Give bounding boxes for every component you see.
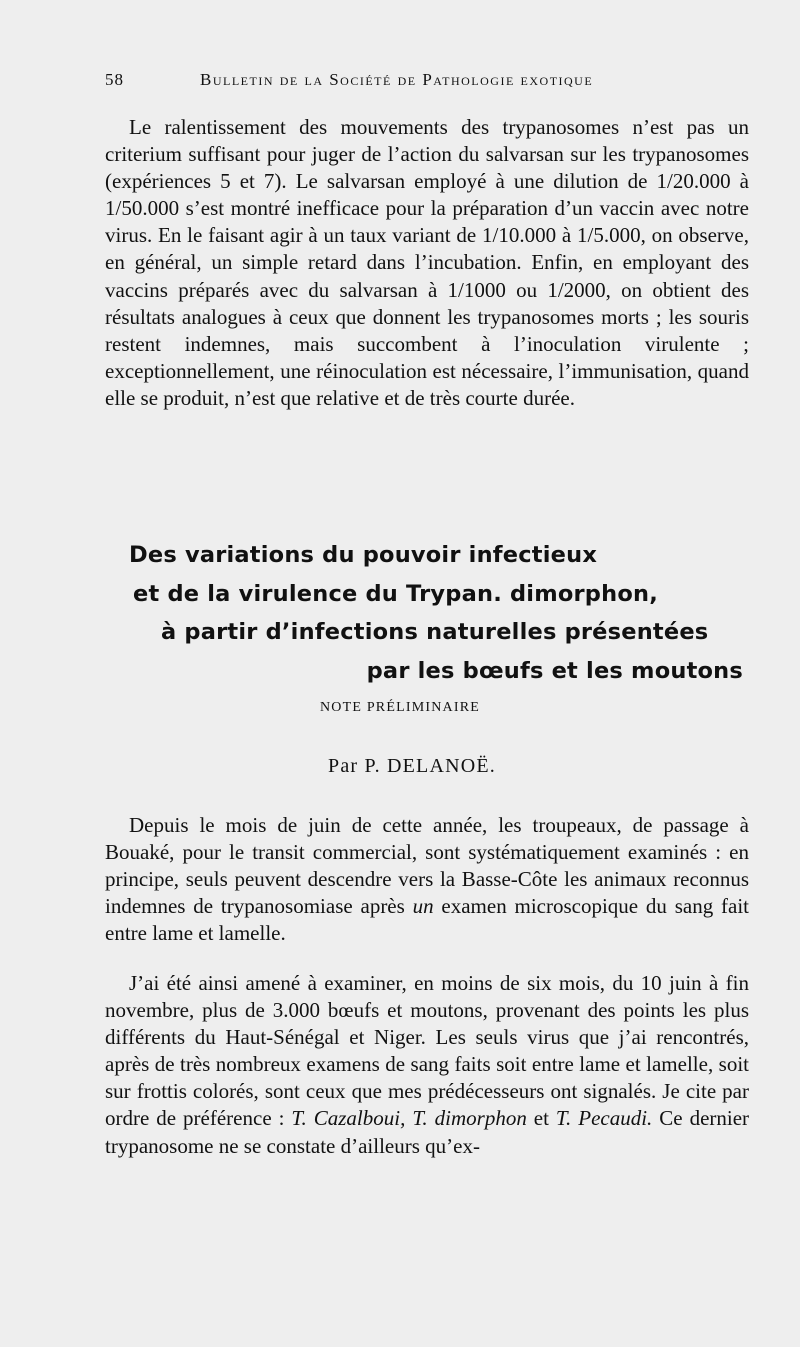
species-name: T. Pecaudi.	[555, 1106, 653, 1131]
body-paragraph-2	[105, 970, 749, 1160]
paragraph-text: Ce dernier trypanosome ne se constate d’ailleurs qu’ex-	[105, 1106, 750, 1158]
paragraph-text: J’ai été ainsi amené à examiner, en moins de six mois, du 10 juin à fin novembre, plus de 3.000 bœufs et moutons, provenant des points les plus différents du Haut-Sénégal et Niger. Les seuls virus que j’ai rencontrés, après de très nombreux examens de sang faits soit entre lame et lamelle, soit sur frottis colorés, sont ceux que mes prédécesseurs ont signalés. Je cite par ordre de préférence :	[105, 971, 749, 1131]
paragraph-text: et	[526, 1106, 556, 1131]
article-title	[105, 536, 749, 690]
species-name: T. Cazalboui,	[291, 1106, 406, 1131]
body-paragraph-1	[105, 812, 749, 947]
author-byline: Par P. DELANOË.	[328, 755, 496, 777]
title-line: à partir d’infections naturelles présentées	[161, 619, 709, 645]
running-header	[105, 70, 745, 94]
running-title: Bulletin de la Société de Pathologie exotique	[200, 70, 594, 89]
title-line: et de la virulence du Trypan. dimorphon,	[133, 580, 658, 607]
paragraph-text: Depuis le mois de juin de cette année, les troupeaux, de passage à Bouaké, pour le transit commercial, sont systématiquement examinés : en principe, seuls peuvent descendre vers la Basse-Côte les animaux reconnus indemnes de trypanosomiase après	[105, 813, 749, 919]
species-name: T. dimorphon	[412, 1106, 527, 1131]
page-number: 58	[105, 70, 124, 89]
title-line: Des variations du pouvoir infectieux	[129, 542, 598, 568]
emphasis-text: un	[412, 894, 434, 919]
title-line: par les bœufs et les moutons	[366, 657, 743, 684]
intro-paragraph: Le ralentissement des mouvements des trypanosomes n’est pas un criterium suffisant pour juger de l’action du salvarsan sur les trypanosomes (expériences 5 et 7). Le salvarsan employé à une dilution de 1/20.000 à 1/50.000 s’est montré inefficace pour la préparation d’un vaccin avec notre virus. En le faisant agir à un taux variant de 1/10.000 à 1/5.000, on observe, en général, un simple retard dans l’incubation. Enfin, en employant des vaccins préparés avec du salvarsan à 1/1000 ou 1/2000, on obtient des résultats analogues à ceux que donnent les trypanosomes morts ; les souris restent indemnes, mais succombent à l’inoculation virulente ; exceptionnellement, une réinoculation est nécessaire, l’immunisation, quand elle se produit, n’est que relative et de très courte durée.	[105, 115, 749, 410]
paragraph-text: examen microscopique du sang fait entre lame et lamelle.	[105, 894, 749, 946]
note-label: NOTE PRÉLIMINAIRE	[320, 700, 480, 715]
